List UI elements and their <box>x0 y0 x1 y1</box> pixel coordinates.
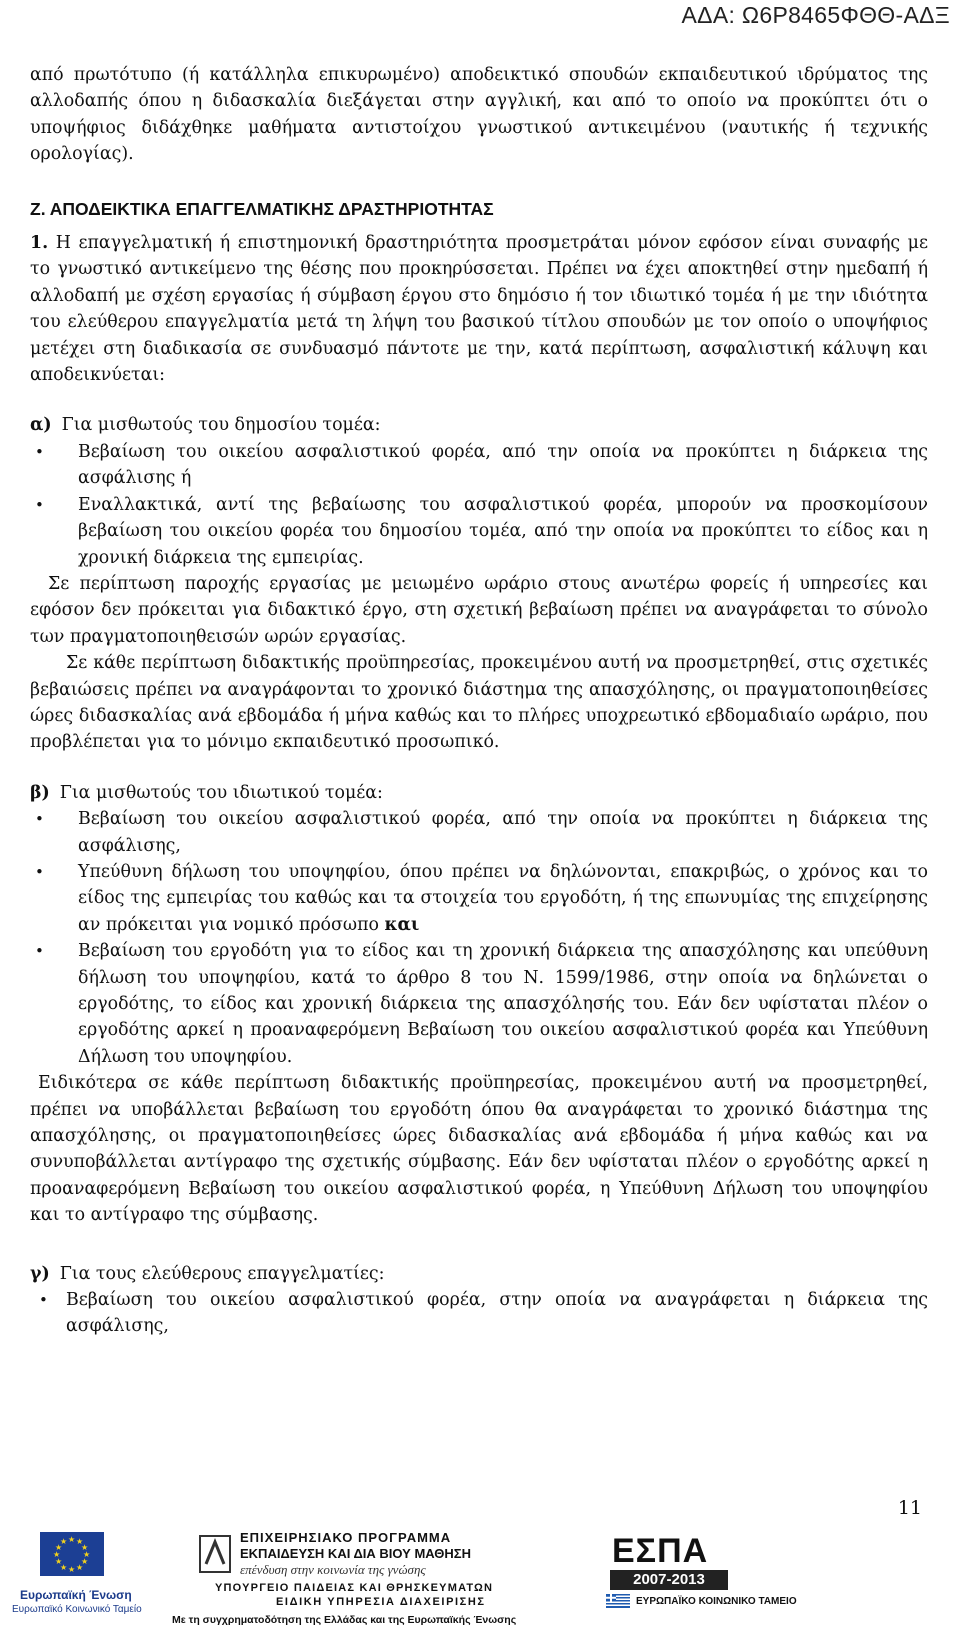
list-item: • Εναλλακτικά, αντί της βεβαίωσης του ασφαλιστικού φορέα, μπορούν να προσκομίσουν βεβαίωση του οικείου φορέα του δημοσίου τομέα, από την οποία να προκύπτει το είδος και η χρονική διάρκεια της εμπειρίας. <box>30 492 928 571</box>
ministry-label: ΥΠΟΥΡΓΕΙΟ ΠΑΙΔΕΙΑΣ ΚΑΙ ΘΡΗΣΚΕΥΜΑΤΩΝ <box>215 1582 494 1594</box>
espa-years: 2007-2013 <box>610 1570 728 1590</box>
greek-flag-icon <box>606 1594 630 1608</box>
program-logo-icon <box>198 1534 232 1574</box>
subsection-a-paragraph-2: Σε κάθε περίπτωση διδακτικής προϋπηρεσίας, προκειμένου αυτή να προσμετρηθεί, στις σχετικές βεβαιώσεις πρέπει να αναγράφονται το χρονικό διάστημα της απασχόλησης, οι πραγματοποιηθείσες ώρες διδασκαλίας ανά εβδομάδα ή μήνα καθώς και το πλήρες υποχρεωτικό εβδομαδιαίο ωράριο, που προβλέπεται για το μόνιμο εκπαιδευτικό προσωπικό. <box>30 653 928 753</box>
page-number: 11 <box>897 1497 922 1519</box>
item-1-text: Η επαγγελματική ή επιστημονική δραστηριότητα προσμετράται μόνον εφόσον είναι συναφής με το γνωστικό αντικείμενο της θέσης που προκηρύσσεται. Πρέπει να έχει αποκτηθεί στην ημεδαπή ή αλλοδαπή με σχέση εργασίας ή σύμβαση έργου στο δημόσιο ή τον ιδιωτικό τομέα ή με την ιδιότητα του ελεύθερου επαγγελματία μετά τη λήψη του βασικού τίτλου σπουδών με τον οποίο ο υποψήφιος μετέχει στη διαδικασία σε συνδυασμό πάντοτε με την, κατά περίπτωση, ασφαλιστική κάλυψη και αποδεικνύεται: <box>30 233 928 386</box>
subsection-a-paragraph-1: Σε περίπτωση παροχής εργασίας με μειωμένο ωράριο στους ανωτέρω φορείς ή υπηρεσίες και εφόσον δεν πρόκειται για διδακτικό έργο, στη σχετική βεβαίωση πρέπει να αναγράφεται το σύνολο των πραγματοποιηθεισών ωρών εργασίας. <box>30 573 928 647</box>
program-slogan: επένδυση στην κοινωνία της γνώσης <box>240 1562 426 1577</box>
subsection-a-title: α) Για μισθωτούς του δημοσίου τομέα: <box>30 415 381 436</box>
footer-logos <box>0 1528 960 1626</box>
management-authority-label: ΕΙΔΙΚΗ ΥΠΗΡΕΣΙΑ ΔΙΑΧΕΙΡΙΣΗΣ <box>276 1596 486 1608</box>
esf-label: Ευρωπαϊκό Κοινωνικό Ταμείο <box>12 1604 142 1615</box>
program-title-line-1: ΕΠΙΧΕΙΡΗΣΙΑΚΟ ΠΡΟΓΡΑΜΜΑ <box>240 1530 452 1545</box>
subsection-a-label: α) <box>30 415 52 436</box>
section-title: Ζ. ΑΠΟΔΕΙΚΤΙΚΑ ΕΠΑΓΓΕΛΜΑΤΙΚΗΣ ΔΡΑΣΤΗΡΙΟΤΗΤΑΣ <box>30 198 494 219</box>
eu-flag-icon: ★ ★ ★ ★ ★ ★ ★ ★ ★ ★ ★ ★ <box>40 1532 104 1576</box>
document-body <box>30 62 928 1340</box>
cofunding-note: Με τη συγχρηματοδότηση της Ελλάδας και της Ευρωπαϊκής Ένωσης <box>172 1614 517 1626</box>
subsection-c-list <box>30 1287 928 1340</box>
subsection-c-title: γ) Για τους ελεύθερους επαγγελματίες: <box>30 1263 385 1284</box>
subsection-b-title: β) Για μισθωτούς του ιδιωτικού τομέα: <box>30 782 383 803</box>
ada-code: ΑΔΑ: Ω6Ρ8465ΦΘΘ-ΑΔΞ <box>681 2 950 28</box>
intro-paragraph: από πρωτότυπο (ή κατάλληλα επικυρωμένο) αποδεικτικό σπουδών εκπαιδευτικού ιδρύματος της αλλοδαπής όπου η διδασκαλία διεξάγεται στην αγγλική, και από το οποίο να προκύπτει ότι ο υποψήφιος διδάχθηκε μαθήματα αντιστοίχου γνωστικού αντικειμένου (ναυτικής ή τεχνικής ορολογίας). <box>30 65 928 165</box>
list-item: • Βεβαίωση του οικείου ασφαλιστικού φορέα, από την οποία να προκύπτει η διάρκεια της ασφάλισης ή <box>30 439 928 492</box>
subsection-a-list <box>30 439 928 571</box>
subsection-b-list <box>30 806 928 1070</box>
subsection-c-label: γ) <box>30 1263 50 1284</box>
subsection-b-paragraph: Ειδικότερα σε κάθε περίπτωση διδακτικής προϋπηρεσίας, προκειμένου αυτή να προσμετρηθεί, πρέπει να υποβάλλεται βεβαίωση του εργοδότη όπου θα αναγράφεται το χρονικό διάστημα της απασχόλησης, οι πραγματοποιηθείσες ώρες διδασκαλίας ανά εβδομάδα ή μήνα καθώς και να συνυποβάλλεται αντίγραφο της σχετικής σύμβασης. Εάν δεν υφίσταται πλέον ο εργοδότης αρκεί η προαναφερόμενη Βεβαίωση του οικείου ασφαλιστικού φορέα, η Υπεύθυνη Δήλωση του υποψηφίου και το αντίγραφο της σύμβασης. <box>30 1073 928 1226</box>
program-title-line-2: ΕΚΠΑΙΔΕΥΣΗ ΚΑΙ ΔΙΑ ΒΙΟΥ ΜΑΘΗΣΗ <box>240 1546 471 1561</box>
eu-label: Ευρωπαϊκή Ένωση <box>20 1588 132 1602</box>
list-item: • Βεβαίωση του οικείου ασφαλιστικού φορέα, στην οποία να αναγράφεται η διάρκεια της ασφάλισης, <box>30 1287 928 1340</box>
espa-logo-text: ΕΣΠΑ <box>612 1532 709 1570</box>
list-item: • Βεβαίωση του εργοδότη για το είδος και τη χρονική διάρκεια της απασχόλησης και υπεύθυνη δήλωση του υποψηφίου, κατά το άρθρο 8 του Ν. 1599/1986, στην οποία να δηλώνεται ο εργοδότης, το είδος και χρονική διάρκεια της απασχόλησής του. Εάν δεν υφίσταται πλέον ο εργοδότης αρκεί η προαναφερόμενη Βεβαίωση του οικείου ασφαλιστικού φορέα και Υπεύθυνη Δήλωση του υποψηφίου. <box>30 938 928 1070</box>
subsection-b-label: β) <box>30 782 50 803</box>
item-1-number: 1. <box>30 233 49 254</box>
list-item: • Βεβαίωση του οικείου ασφαλιστικού φορέα, από την οποία να προκύπτει η διάρκεια της ασφάλισης, <box>30 806 928 859</box>
esf-footer-label: ΕΥΡΩΠΑΪΚΟ ΚΟΙΝΩΝΙΚΟ ΤΑΜΕΙΟ <box>636 1596 797 1607</box>
list-item: • Υπεύθυνη δήλωση του υποψηφίου, όπου πρέπει να δηλώνονται, επακριβώς, ο χρόνος και το είδος της εμπειρίας του καθώς και τα στοιχεία του εργοδότη, ή της επωνυμίας της επιχείρησης αν πρόκειται για νομικό πρόσωπο και <box>30 859 928 938</box>
item-1-paragraph <box>30 230 928 388</box>
